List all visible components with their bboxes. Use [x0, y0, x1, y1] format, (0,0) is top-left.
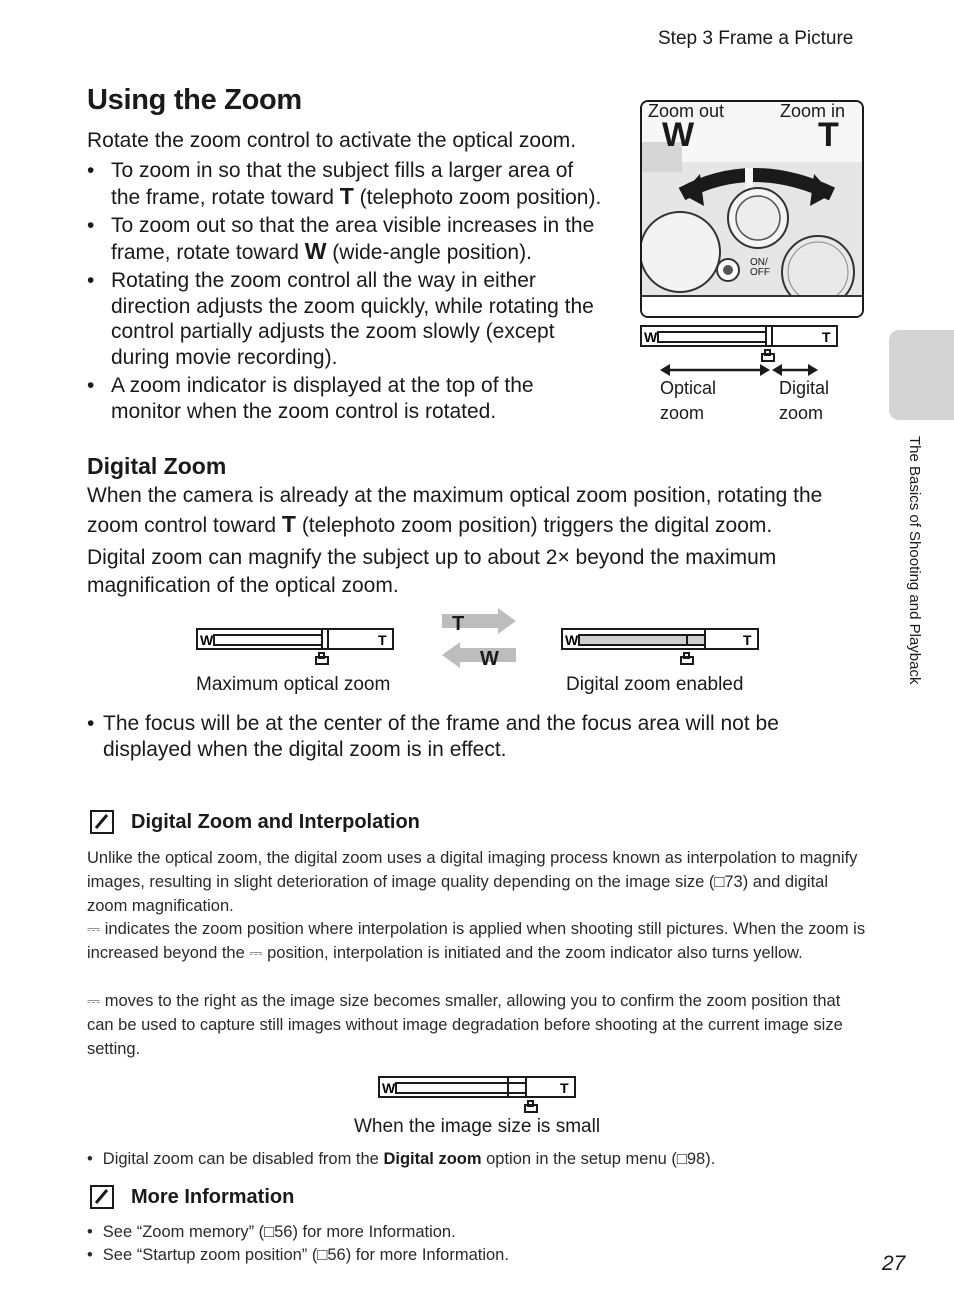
list-item: • The focus will be at the center of the frame and the focus area will not be displayed when the digital zoom is in effect. — [87, 711, 847, 762]
max-optical-zoom-caption: Maximum optical zoom — [196, 674, 391, 695]
svg-text:W: W — [200, 632, 214, 648]
digital-zoom-label: Digital zoom — [779, 378, 830, 423]
interpolation-marker-icon: ⎓ — [249, 944, 263, 962]
svg-text:T: T — [743, 632, 752, 648]
list-item: • Rotating the zoom control all the way in either direction adjusts the zoom quickly, while rotating the control partially adjusts the zoom slowly (except during movie recording). — [87, 268, 607, 370]
book-ref-icon: □ — [317, 1246, 328, 1264]
interpolation-marker-icon: ⎓ — [87, 992, 101, 1010]
optical-zoom-label: Optical zoom — [660, 378, 717, 423]
interpolation-para3: ⎓ moves to the right as the image size becomes smaller, allowing you to confirm the zoom position that can be used to capture still images without image degradation before shooting at the current image size setting. — [87, 992, 843, 1058]
svg-text:T: T — [378, 632, 387, 648]
focus-bullet-list — [87, 711, 847, 762]
digital-zoom-para2: Digital zoom can magnify the subject up to about 2× beyond the maximum magnification of the optical zoom. — [87, 546, 777, 597]
intro-text: Rotate the zoom control to activate the optical zoom. — [87, 129, 577, 152]
svg-text:T: T — [822, 329, 831, 345]
max-optical-zoom-bar — [196, 628, 396, 673]
power-switch-label: ON/ OFF — [750, 257, 770, 278]
section-label: The Basics of Shooting and Playback — [906, 436, 923, 685]
page-number: 27 — [882, 1252, 906, 1275]
wide-glyph: W — [662, 116, 695, 154]
book-ref-icon: □ — [264, 1223, 275, 1241]
list-item: • See “Zoom memory” (□56) for more Information. — [87, 1223, 456, 1241]
zoom-bullet-list — [87, 158, 607, 427]
tw-swap-arrows-icon — [440, 608, 518, 672]
running-header: Step 3 Frame a Picture — [658, 28, 854, 49]
more-info-title: More Information — [131, 1186, 295, 1208]
svg-text:T: T — [560, 1080, 569, 1096]
interpolation-marker-icon: ⎓ — [87, 920, 101, 938]
interpolation-para2: ⎓ indicates the zoom position where interpolation is applied when shooting still pictures. When the zoom is increased beyond the ⎓ position, interpolation is initiated and the zoom indicator also turns yellow. — [87, 920, 866, 962]
zoom-out-label: Zoom out — [648, 101, 725, 121]
svg-text:W: W — [480, 648, 499, 670]
small-image-caption: When the image size is small — [354, 1116, 601, 1137]
list-item: • See “Startup zoom position” (□56) for more Information. — [87, 1246, 509, 1264]
list-item: • To zoom out so that the area visible increases in the frame, rotate toward W (wide-angle position). — [87, 213, 607, 265]
interpolation-para1: Unlike the optical zoom, the digital zoom uses a digital imaging process known as interpolation to magnify images, resulting in slight deterioration of image quality depending on the image size (□73) and digital zoom magnification. — [87, 849, 858, 915]
interpolation-note-title: Digital Zoom and Interpolation — [131, 811, 420, 833]
svg-text:W: W — [382, 1080, 396, 1096]
page-title: Using the Zoom — [87, 84, 302, 116]
digital-zoom-enabled-caption: Digital zoom enabled — [566, 674, 744, 695]
book-ref-icon: □ — [676, 1150, 687, 1168]
tele-glyph: T — [818, 116, 839, 154]
small-image-zoom-bar — [378, 1076, 578, 1121]
digital-zoom-heading: Digital Zoom — [87, 453, 227, 479]
list-item: • To zoom in so that the subject fills a larger area of the frame, rotate toward T (telephoto zoom position). — [87, 158, 607, 210]
svg-text:W: W — [565, 632, 579, 648]
list-item: • A zoom indicator is displayed at the top of the monitor when the zoom control is rotated. — [87, 373, 607, 424]
svg-text:W: W — [644, 329, 658, 345]
digital-zoom-enabled-bar — [561, 628, 761, 673]
book-ref-icon: □ — [714, 873, 725, 891]
svg-text:T: T — [452, 613, 465, 635]
digital-zoom-para1: When the camera is already at the maximum optical zoom position, rotating the zoom control toward T (telephoto zoom position) triggers the digital zoom. — [87, 484, 823, 537]
note-icon — [90, 1185, 114, 1209]
zoom-in-label: Zoom in — [780, 101, 846, 121]
note-icon — [90, 810, 114, 834]
digital-zoom-disable-bullet: • Digital zoom can be disabled from the Digital zoom option in the setup menu (□98). — [87, 1150, 716, 1168]
section-tab — [889, 330, 954, 420]
